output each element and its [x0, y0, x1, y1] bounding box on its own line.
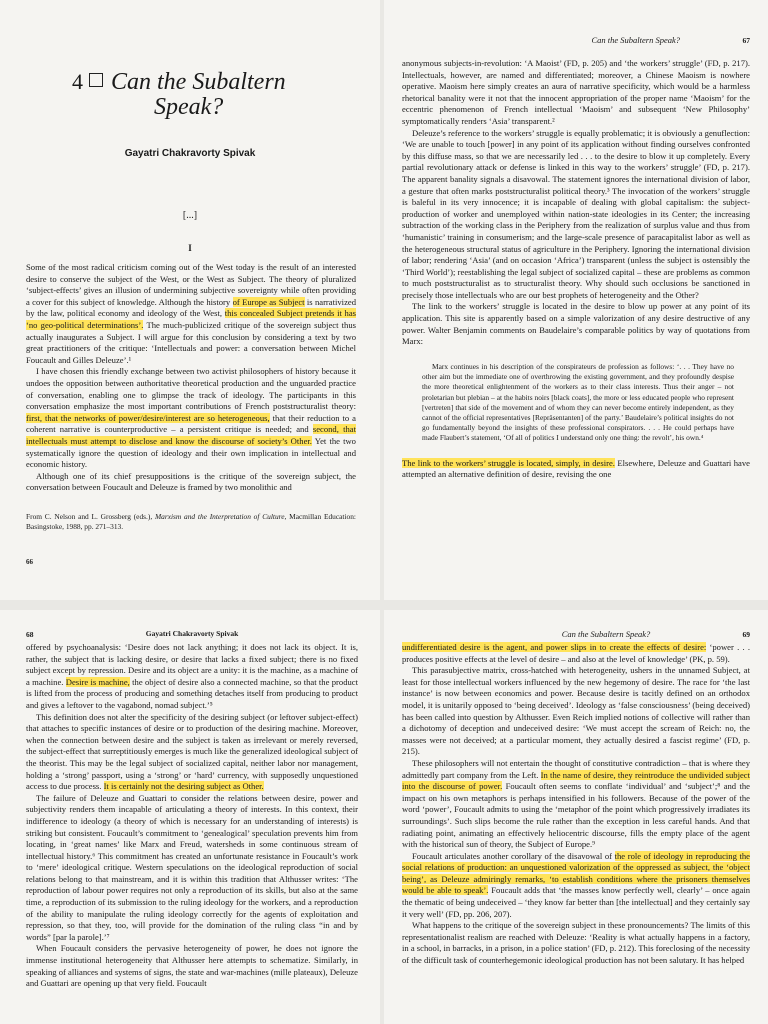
- highlight: In the name of desire, they reintroduce the undivided subject into the discourse of power.: [402, 769, 750, 792]
- quote-text: Marx continues in his description of the conspirateurs de profession as follows: ‘. . . They have no other aim but the immediate one of overthrowing the existing government, and they profoundly despise the more theoretical enlightenment of the workers as to their class interests. Thus their anger – not proletarian but plebian – at the habits noirs [black coats], the more or less educated people who represent [vertreten] that side of the movement and of whom they can never become entirely independent, as they cannot of the official representatives [Repräsentanten] of the party.’ Baudelaire’s political insights do not go fundamentally beyond the insights of these professional conspirators. . . . He could perhaps have made Flaubert’s statement, ‘Of all of politics I understand only one thing: the revolt’, his own.⁴: [422, 361, 734, 443]
- text-run: I have chosen this friendly exchange between two activist philosophers of history because it undoes the opposition between authoritative theoretical production and the unguarded practice of conversation, enabling one to glimpse the track of ideology. The participants in this conversation emphasize the most important contributions of French poststructuralist theory:: [26, 366, 356, 412]
- chapter-title: [72, 70, 286, 120]
- paragraph: This parasubjective matrix, cross-hatched with heterogeneity, ushers in the unnamed Subject, at least for those intellectual workers influenced by the new hegemony of desire. The race for ‘the last instance’ is now between economics and power. Because desire is tacitly defined on an orthodox model, it is unitarily opposed to ‘being deceived’. Ideology as ‘false consciousness’ (being deceived) has been called into question by Althusser. Even Reich implied notions of collective will rather than a dichotomy of deception and undeceived desire: ‘We must accept the scream of Reich: no, the masses were not deceived; at a particular moment, they actually desired a fascist regime’ (FD, p. 215).: [402, 665, 750, 757]
- text-run: Some of the most radical criticism coming out of the West today is the result of an interested desire to conserve the subject of the West, or the West as Subject. The theory of pluralized ‘subject-effects’ gives an illusion of undermining subjective sovereignty while often providing a cover for this subject of knowledge. Although the history: [26, 262, 356, 307]
- page-header: [402, 610, 750, 639]
- text-run: offered by psychoanalysis: ‘Desire does not lack anything; it does not lack its object. It is, rather, the subject that is lacking desire, or desire that lacks a fixed subject; there is no fixed subject except by repression. Desire and its object are a unity: it is the machine, as a machine of a machine.: [26, 642, 358, 687]
- page-68: [0, 610, 380, 1024]
- paragraph: The link to the workers’ struggle is located in the desire to blow up power at any point of its application. This site is apparently based on a simple valorization of any desire destructive of any power. Walter Benjamin comments on Baudelaire’s comparable politics by way of quotations from Marx:: [402, 301, 750, 347]
- paragraph: [402, 851, 750, 921]
- highlight: of Europe as Subject: [232, 296, 305, 307]
- running-head: Gayatri Chakravorty Spivak: [145, 629, 239, 638]
- text-run: From C. Nelson and L. Grossberg (eds.),: [26, 511, 155, 521]
- text-run: that their reduction to a coherent narrative is counterproductive – a persistent critique is needed; and: [26, 412, 356, 435]
- paragraph: [26, 366, 356, 470]
- highlight: second, that intellectuals must attempt to disclose and know the discourse of society’s Other.: [26, 424, 356, 446]
- paragraph: The failure of Deleuze and Guattari to consider the relations between desire, power and subjectivity renders them incapable of articulating a theory of interests. In this context, their indifference to ideology (a theory of which is necessary for an understanding of interests) is striking but consistent. Foucault’s commitment to ‘genealogical’ speculation prevents him from locating, in ‘great names’ like Marx and Freud, watersheds in some continuous stream of intellectual history.⁶ This commitment has created an unfortunate resistance in Foucault’s work to ‘mere’ ideological critique. Western speculations on the ideological reproduction of social relations belong to that mainstream, and it is within this tradition that Althusser writes: ‘The reproduction of labour power requires not only a reproduction of its skills, but also at the same time, a reproduction of its submission to the ruling ideology for the workers, and a reproduction of the ability to manipulate the ruling ideology correctly for the agents of exploitation and repression, so that they, too, will provide for the domination of the ruling class “in and by words” [par la parole].’⁷: [26, 792, 358, 942]
- paragraph: anonymous subjects-in-revolution: ‘A Maoist’ (FD, p. 205) and ‘the workers’ struggle’ (FD, p. 217). Intellectuals, however, are named and differentiated; moreover, a Chinese Maoism is nowhere operative. Maoism here simply creates an aura of narrative specificity, which would be a harmless rhetorical banality were it not that the innocent appropriation of the proper name ‘Maoism’ for the eccentric phenomenon of French intellectual ‘Maoism’ and subsequent ‘New Philosophy’ symptomatically renders ‘Asia’ transparent.²: [402, 58, 750, 126]
- highlight: undifferentiated desire is the agent, and power slips in to create the effects of desire:: [402, 642, 707, 652]
- section-number: I: [188, 243, 192, 253]
- page-number: 67: [742, 36, 750, 45]
- highlight: the role of ideology in reproducing the social relations of production: an unquestioned valorization of the oppressed as subject, the ‘object being’, as Deleuze admiringly remarks, ‘to establish conditions where the prisoners themselves would be able to speak’.: [402, 850, 750, 896]
- block-quote: [422, 362, 734, 444]
- text-run: These philosophers will not entertain the thought of constitutive contradiction – that is where they admittedly part company from the Left.: [402, 757, 750, 780]
- text-run: Elsewhere, Deleuze and Guattari have attempted an alternative definition of desire, revising the one: [402, 457, 750, 480]
- paragraph: [26, 712, 358, 793]
- paragraph: What happens to the critique of the sovereign subject in these pronouncements? The limits of this representationalist realism are reached with Deleuze: ‘Reality is what actually happens in a factory, in a school, in barracks, in a prison, in a police station’ (FD, p. 212). This foreclosing of the necessity of the difficult task of counterhegemonic ideological production has not been salutary. It has helped: [402, 920, 750, 966]
- text-run: Foucault often seems to conflate ‘individual’ and ‘subject’;⁸ and the impact on his own metaphors is perhaps intensified in his followers. Because of the power of the word ‘power’, Foucault admits to using the ‘metaphor of the point which progressively irradiates its surroundings’. Such slips become the rule rather than the exception in less careful hands. And that radiating point, animating an effectively heliocentric discourse, fills the empty place of the agent with the historical sun of theory, the Subject of Europe.⁹: [402, 781, 750, 850]
- highlight: It is certainly not the desiring subject as Other.: [103, 781, 264, 792]
- highlight: first, that the networks of power/desire/interest are so heterogeneous,: [26, 412, 270, 423]
- page-69: [384, 610, 768, 1024]
- body-text: [402, 58, 750, 481]
- text-run: the object of desire also a connected machine, so that the product is lifted from the process of producing and something detaches itself from producing to product and gives a leftover to the vagabond, nomad subject.’⁵: [26, 676, 358, 710]
- page-header: [26, 610, 358, 639]
- paragraph: [26, 262, 356, 366]
- page-number: 69: [742, 630, 750, 639]
- paragraph: Deleuze’s reference to the workers’ struggle is equally problematic; it is obviously a genuflection: ‘We are unable to touch [power] in any point of its application without finding ourselves confronted by this diffuse mass, so that we are necessarily led . . . to the desire to blow it up completely. Every partial revolutionary attack or defense is linked in this way to the workers’ struggle’ (FD, p. 217). The apparent banality signals a disavowal. The statement ignores the international division of labor, a gesture that often marks poststructuralist political theory.³ The invocation of the workers’ struggle is baleful in its very innocence; it is incapable of dealing with global capitalism: the subject-production of worker and unemployed within nation-state ideologies in its Center; the increasing subtraction of the working class in the Periphery from the realization of surplus value and thus from ‘humanistic’ training in consumerism; and the large-scale presence of paracapitalist labor as well as the heterogeneous structural status of agriculture in the Periphery. Ignoring the international division of labor; rendering ‘Asia’ (and on occasion ‘Africa’) transparent (unless the subject is ostensibly the ‘Third World’); reestablishing the legal subject of socialized capital – these are problems as common to much poststructuralist as to structuralist theory. Why should such occlusions be sanctioned in precisely those intellectuals who are our best prophets of heterogeneity and the Other?: [402, 127, 750, 300]
- paragraph: [402, 458, 750, 481]
- text-run: Yet the two systematically ignore the question of ideology and their own implication in intellectual and economic history.: [26, 435, 356, 470]
- page-number: 68: [26, 630, 34, 639]
- paragraph: [402, 758, 750, 851]
- paragraph: Although one of its chief presuppositions is the critique of the sovereign subject, the conversation between Foucault and Deleuze is framed by two monolithic and: [26, 470, 356, 493]
- body-text: [26, 642, 358, 990]
- page-67: [384, 0, 768, 600]
- source-note: [26, 512, 356, 532]
- highlight: Desire is machine,: [65, 676, 130, 687]
- page-66: [0, 0, 380, 600]
- highlight: this concealed Subject pretends it has ‘no geo-political determinations’.: [26, 308, 356, 330]
- paragraph: [26, 642, 358, 712]
- paragraph: When Foucault considers the pervasive heterogeneity of power, he does not ignore the immense institutional heterogeneity that Althusser here attempts to schematize. Similarly, in speaking of alliances and systems of signs, the state and war-machines (mille plateaux), Deleuze and Guattari are opening up that very field. Foucault: [26, 943, 358, 989]
- title-line2: Speak?: [154, 94, 224, 121]
- running-head: Can the Subaltern Speak?: [561, 629, 651, 639]
- text-run: Foucault articulates another corollary of the disavowal of: [412, 850, 615, 861]
- chapter-number: 4: [72, 69, 83, 94]
- text-run: Foucault adds that ‘the masses know perfectly well, clearly’ – once again the thematic of being undeceived – ‘they know far better than [the intellectual] and they certainly say it very well’ (FD, pp. 206, 207).: [402, 885, 750, 919]
- text-run: ‘power . . . produces positive effects at the level of desire – and also at the level of knowledge’ (PK, p. 59).: [402, 642, 750, 664]
- page-number: 66: [26, 558, 33, 566]
- text-run: The much-publicized critique of the sovereign subject thus actually inaugurates a Subject. I will argue for this conclusion by considering a text by two great practitioners of the critique: ‘Intellectuals and power: a conversation between Michel Foucault and Gilles Deleuze’.¹: [26, 319, 357, 365]
- source-title: Marxism and the Interpretation of Culture: [154, 511, 285, 521]
- ellipsis-marker: [...]: [182, 210, 198, 221]
- body-text: [402, 642, 750, 967]
- paragraph: [402, 642, 750, 665]
- text-run: is narrativized by the law, political economy and ideology of the West,: [26, 296, 356, 319]
- highlight: The link to the workers’ struggle is located, simply, in desire.: [402, 457, 615, 468]
- box-icon: [89, 73, 103, 87]
- running-head: Can the Subaltern Speak?: [591, 35, 680, 45]
- body-text: [26, 262, 356, 532]
- page-header: [402, 0, 750, 45]
- text-run: , Macmillan Education: Basingstoke, 1988, pp. 271–313.: [26, 511, 356, 531]
- title-line1: Can the Subaltern: [111, 69, 286, 95]
- author-name: Gayatri Chakravorty Spivak: [124, 148, 256, 159]
- text-run: This definition does not alter the specificity of the desiring subject (or leftover subject-effect) that attaches to specific instances of desire or to production of the desiring machine. Moreover, when the connection between desire and the subject is taken as irrelevant or merely reversed, the subject-effect that surreptitiously emerges is much like the generalized ideological subject of the theorist. This may be the legal subject of socialized capital, neither labor nor management, holding a ‘strong’ passport, using a ‘strong’ or ‘hard’ currency, with supposedly unquestioned access to due process.: [26, 711, 358, 792]
